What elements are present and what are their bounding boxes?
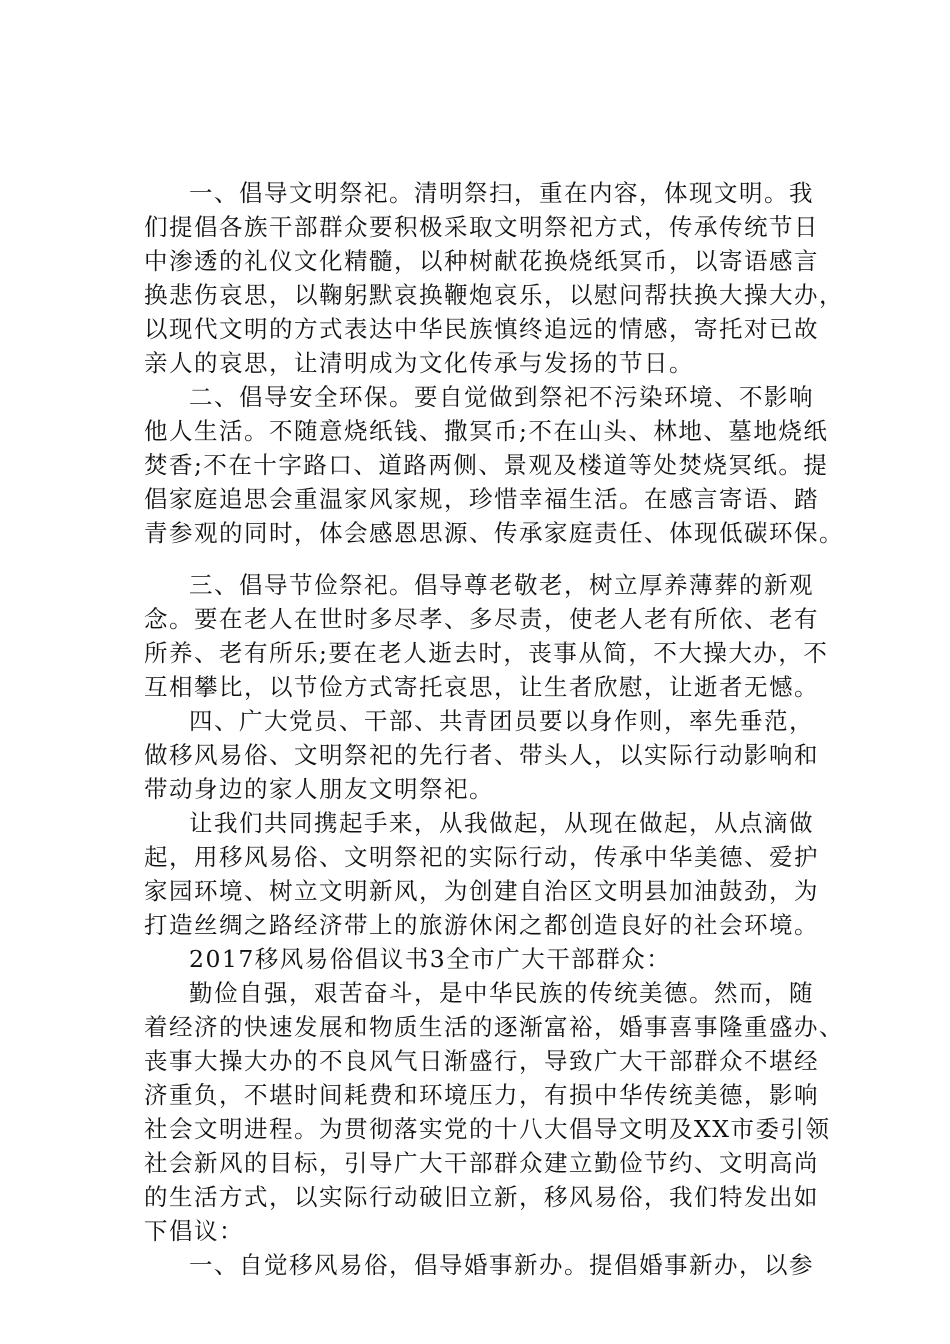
paragraph-4-line-3: 带动身边的家人朋友文明祭祀。 [144,775,494,803]
paragraph-1-line-6: 亲人的哀思，让清明成为文化传承与发扬的节日。 [144,349,694,377]
paragraph-5-line-3: 家园环境、树立文明新风，为创建自治区文明县加油鼓劲，为 [144,877,819,905]
paragraph-6-line-5: 社会文明进程。为贯彻落实党的十八大倡导文明及XX市委引领 [144,1115,831,1143]
paragraph-1-line-2: 们提倡各族干部群众要积极采取文明祭祀方式，传承传统节日 [144,213,819,241]
paragraph-7-line-1: 一、自觉移风易俗，倡导婚事新办。提倡婚事新办，以参 [189,1251,814,1279]
paragraph-3-line-3: 所养、老有所乐;要在老人逝去时，丧事从简，不大操大办，不 [144,639,829,667]
paragraph-2-line-4: 倡家庭追思会重温家风家规，珍惜幸福生活。在感言寄语、踏 [144,485,819,513]
paragraph-1-line-5: 以现代文明的方式表达中华民族慎终追远的情感，寄托对已故 [144,315,819,343]
paragraph-6-line-7: 的生活方式，以实际行动破旧立新，移风易俗，我们特发出如 [144,1183,819,1211]
paragraph-1-line-1: 一、倡导文明祭祀。清明祭扫，重在内容，体现文明。我 [189,179,814,207]
paragraph-5-line-1: 让我们共同携起手来，从我做起，从现在做起，从点滴做 [189,809,814,837]
paragraph-5-line-2: 起，用移风易俗、文明祭祀的实际行动，传承中华美德、爱护 [144,843,819,871]
paragraph-2-line-1: 二、倡导安全环保。要自觉做到祭祀不污染环境、不影响 [189,383,814,411]
paragraph-6-line-1: 勤俭自强，艰苦奋斗，是中华民族的传统美德。然而，随 [189,979,814,1007]
paragraph-6-line-8: 下倡议： [144,1217,244,1245]
paragraph-6-line-2: 着经济的快速发展和物质生活的逐渐富裕，婚事喜事隆重盛办、 [144,1013,844,1041]
paragraph-4-line-2: 做移风易俗、文明祭祀的先行者、带头人，以实际行动影响和 [144,741,819,769]
paragraph-6-line-3: 丧事大操大办的不良风气日渐盛行，导致广大干部群众不堪经 [144,1047,819,1075]
paragraph-3-line-1: 三、倡导节俭祭祀。倡导尊老敬老，树立厚养薄葬的新观 [189,571,814,599]
paragraph-6-line-4: 济重负，不堪时间耗费和环境压力，有损中华传统美德，影响 [144,1081,819,1109]
paragraph-2-line-3: 焚香;不在十字路口、道路两侧、景观及楼道等处焚烧冥纸。提 [144,451,829,479]
paragraph-3-line-2: 念。要在老人在世时多尽孝、多尽责，使老人老有所依、老有 [144,605,819,633]
paragraph-3-line-4: 互相攀比，以节俭方式寄托哀思，让生者欣慰，让逝者无憾。 [144,673,819,701]
paragraph-4-line-1: 四、广大党员、干部、共青团员要以身作则，率先垂范， [189,707,814,735]
section-heading: 2017移风易俗倡议书3全市广大干部群众： [189,945,672,973]
paragraph-1-line-4: 换悲伤哀思，以鞠躬默哀换鞭炮哀乐，以慰问帮扶换大操大办， [144,281,844,309]
paragraph-5-line-4: 打造丝绸之路经济带上的旅游休闲之都创造良好的社会环境。 [144,911,819,939]
paragraph-1-line-3: 中渗透的礼仪文化精髓，以种树献花换烧纸冥币，以寄语感言 [144,247,819,275]
paragraph-2-line-2: 他人生活。不随意烧纸钱、撒冥币;不在山头、林地、墓地烧纸 [144,417,829,445]
paragraph-2-line-5: 青参观的同时，体会感恩思源、传承家庭责任、体现低碳环保。 [144,519,844,547]
paragraph-6-line-6: 社会新风的目标，引导广大干部群众建立勤俭节约、文明高尚 [144,1149,819,1177]
